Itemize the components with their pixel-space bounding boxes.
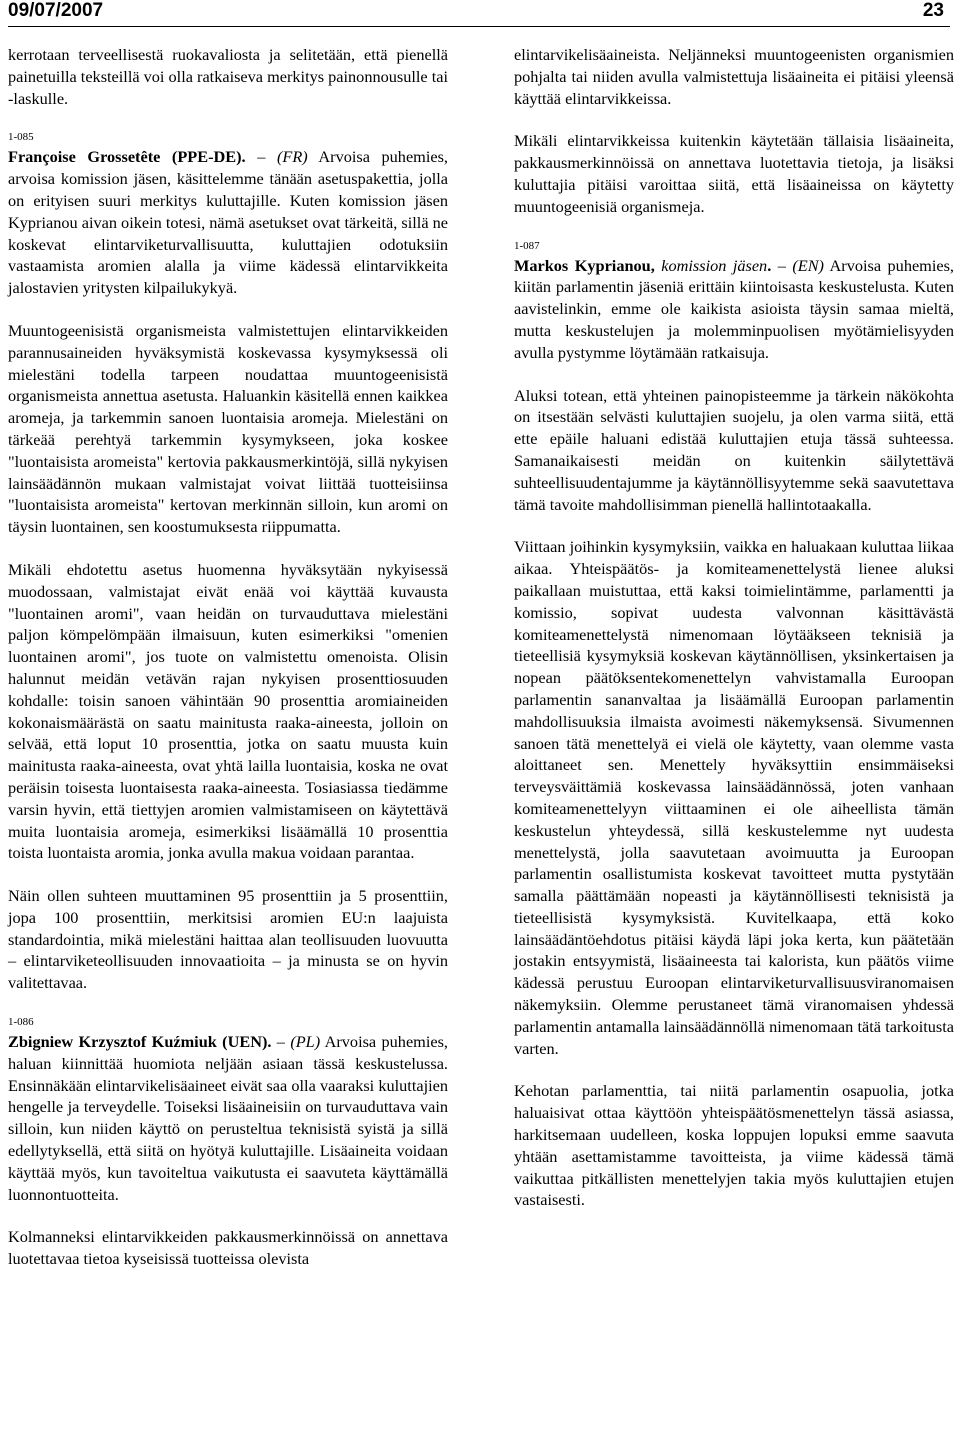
paragraph: elintarvikelisäaineista. Neljänneksi muuntogeenisten organismien pohjalta tai niiden avulla valmistettuja lisäaineita ei pitäisi yleensä käyttää elintarvikkeissa. [514,45,954,108]
speaker-name: Françoise Grossetête (PPE-DE). [8,147,246,167]
speech-paragraph [8,146,448,299]
item-reference: 1-086 [8,1016,34,1029]
language-code: (PL) [290,1032,321,1052]
item-reference: 1-087 [514,239,540,252]
paragraph: Mikäli elintarvikkeissa kuitenkin käytetään tällaisia lisäaineita, pakkausmerkinnöissä on annettava luotettavia tietoja, ja lisäksi kuluttajia pitäisi varoittaa siitä, että lisäaineissa on käytetty muuntogeenisiä organismeja. [514,131,954,216]
dash: – [771,255,793,275]
right-column [514,44,954,1211]
paragraph: Näin ollen suhteen muuttaminen 95 prosenttiin ja 5 prosenttiin, jopa 100 prosenttiin, merkitsisi aromien EU:n laajuista standardointia, mikä mielestäni haittaa alan teollisuuden luovuutta – elintarviketeollisuuden innovaatioita – ja minusta se on hyvin valitettavaa. [8,886,448,993]
dash: – [271,1032,291,1052]
dash: – [245,147,277,167]
paragraph: Muuntogeenisistä organismeista valmistettujen elintarvikkeiden parannusaineiden hyväksymistä koskevassa kysymyksessä oli mielestäni todella tarpeen noudattaa muuntogeenisistä organismeista annettua asetusta. Haluankin käsitellä ennen kaikkea aromeja, ja tarkemmin sanoen luontaisia aromeja. Mielestäni on tärkeää perehtyä tarkemmin kysymykseen, joka koskee "luontaisista aromeista" kertovia pakkausmerkintöjä, sillä nykyisen lainsäädännön mukaan valmistajat voivat liittää tuotteisiinsa "luontaisista aromeista" kertovan merkinnän silloin, kun aromi on täysin luontainen, sen koostumuksesta riippumatta. [8,320,448,537]
paragraph: Kehotan parlamenttia, tai niitä parlamentin osapuolia, jotka haluaisivat ottaa käyttöön yhteispäätösmenettelyn tässä asiassa, harkitsemaan uudelleen, koska loppujen lopuksi emme saavuta yhtään asettamistamme tavoitteista, ja viime kädessä tämä vaikuttaa pitkällisten menettelyjen takia myös kuluttajien etujen vastaisesti. [514,1081,954,1210]
paragraph: kerrotaan terveellisestä ruokavaliosta ja selitetään, että pienellä painetuilla teksteillä voi olla ratkaiseva merkitys painonnousulle tai -laskulle. [8,45,448,108]
page-header [8,0,950,27]
page-number: 23 [922,0,944,21]
paragraph: Aluksi totean, että yhteinen painopisteemme ja tärkein näkökohta on itsestään selvästi kuluttajien suojelu, ja olen varma siitä, että ette epäile haluani edistää kuluttajien etuja tässä suhteessa. Samanaikaisesti meidän on kuitenkin säilytettävä suhteellisuudentajumme ja käytännöllisyytemme sekä saavutettava tämä tavoite mahdollisimman pienellä hallintotaakalla. [514,385,954,514]
speech-text: Arvoisa puhemies, arvoisa komission jäsen, käsittelemme tänään asetuspakettia, jolla on erityisen suuri merkitys kuluttajille. Kuten komission jäsen Kyprianou aivan oikein totesi, nämä asetukset ovat tärkeitä, sillä ne koskevat elintarviketurvallisuutta, kuluttajien odotuksiin vastaamista aromien alalla ja viime kädessä elintarvikkeita jalostavien yritysten kilpailukykyä. [8,147,448,298]
speaker-name: Markos Kyprianou, [514,255,655,275]
speech-text: Arvoisa puhemies, kiitän parlamentin jäseniä erittäin kiintoisasta keskustelusta. Kuten aavistelinkin, emme ole kaikista asioista täysin samaa mieltä, mutta keskustelujen ja molemminpuolisen myötämielisyyden avulla pystymme löytämään ratkaisuja. [514,255,955,362]
left-column [8,44,448,1270]
paragraph: Viittaan joihinkin kysymyksiin, vaikka en haluakaan kuluttaa liikaa aikaa. Yhteispäätös- ja komiteamenettelystä lienee aluksi paikallaan muistuttaa, että kaksi toimielintämme, parlamentti ja komissio, sopivat uudesta valvonnan käsittävästä komiteamenettelystä nimenomaan löytääkseen teknisiä ja tieteellisiä kysymyksiä koskevan käytännöllisen, yksinkertaisen ja nopean päätöksentekomenettelyn vahvistamalla Euroopan parlamentin sananvaltaa ja lisäämällä Euroopan parlamentin mahdollisuuksia ilmaista avoimesti näkemyksensä. Sivumennen sanoen tätä menettelyä ei vielä ole käytetty, vaan olemme vasta aloittaneet sen. Menettely hyväksyttiin ensimmäiseksi terveysväittämiä koskevassa lainsäädännössä, joten vanhaan komiteamenettelyyn viittaaminen ei ole aiheellista tämän keskustelun yhteydessä, sillä keskustelemme nyt uudesta menettelystä, jolla saavutetaan avoimuutta ja Euroopan parlamentin osallistumista koskevat tavoitteet mutta pystytään samalla päättämään nopeasti ja käytännöllisesti teknisistä ja tieteellisistä kysymyksistä. Kuvitelkaapa, että koko lainsäädäntöehdotus pitäisi käydä läpi joka kerta, kun päätetään jostakin entsyymistä, lisäaineesta tai kalorista, kun päätös viime kädessä perustuu Euroopan elintarviketurvallisuusviranomaisen näkemyksiin. Olemme perustaneet tämä viranomaisen yhdessä parlamentin antamalla lainsäädännöllä nimenomaan tätä tarkoitusta varten. [514,537,954,1058]
punctuation: . [767,255,772,275]
item-reference: 1-085 [8,131,34,144]
language-code: (EN) [792,255,824,275]
speech-paragraph [8,1031,448,1205]
speech-text: Arvoisa puhemies, haluan kiinnittää huomiota neljään asiaan tässä keskustelussa. Ensinnäkään elintarvikelisäaineet eivät saa olla vaaraksi kuluttajien hengelle ja terveydelle. Toiseksi lisäaineisiin on turvauduttava vain silloin, kun niiden käyttö on perusteltua teknisistä syistä ja sillä edellytyksellä, että siitä on hyötyä kuluttajille. Lisäaineita voidaan käyttää myös, kun tavoiteltua vaikutusta ei saavuteta käyttämällä luonnontuotteita. [8,1032,448,1204]
paragraph: Kolmanneksi elintarvikkeiden pakkausmerkinnöissä on annettava luotettavaa tietoa kyseisissä tuotteissa olevista [8,1227,448,1269]
speech-paragraph [514,255,954,364]
paragraph: Mikäli ehdotettu asetus huomenna hyväksytään nykyisessä muodossaan, valmistajat eivät enää voi käyttää kuvausta "luontainen aromi", vaan heidän on turvauduttava mielestäni paljon kömpelömpään ilmaisuun, kuten esimerkiksi "omenien luontainen aromi", jos tuote on valmistettu omenoista. Olisin halunnut meidän vetävän rajan nykyisen prosenttiosuuden kohdalle: toisin sanoen vähintään 90 prosenttia aromiaineiden kokonaismäärästä on saatu mainitusta raaka-aineesta, jolloin on selvää, että loput 10 prosenttia, jotka on saatu muusta kuin mainitusta raaka-aineesta, ovat yhtä lailla luontaisia, koska ne ovat peräisin toisesta luontaisesta raaka-aineesta. Tosiasiassa tiedämme varsin hyvin, että tiettyjen aromien valmistamiseen on käytettävä muita luontaisia aromeja, esimerkiksi lisäämällä 10 prosenttia toista luontaista aromia, jonka avulla makua voidaan parantaa. [8,559,448,863]
language-code: (FR) [276,147,308,167]
speaker-name: Zbigniew Krzysztof Kuźmiuk (UEN). [8,1032,272,1052]
speaker-role: komission jäsen [654,255,768,275]
header-date: 09/07/2007 [8,0,104,21]
